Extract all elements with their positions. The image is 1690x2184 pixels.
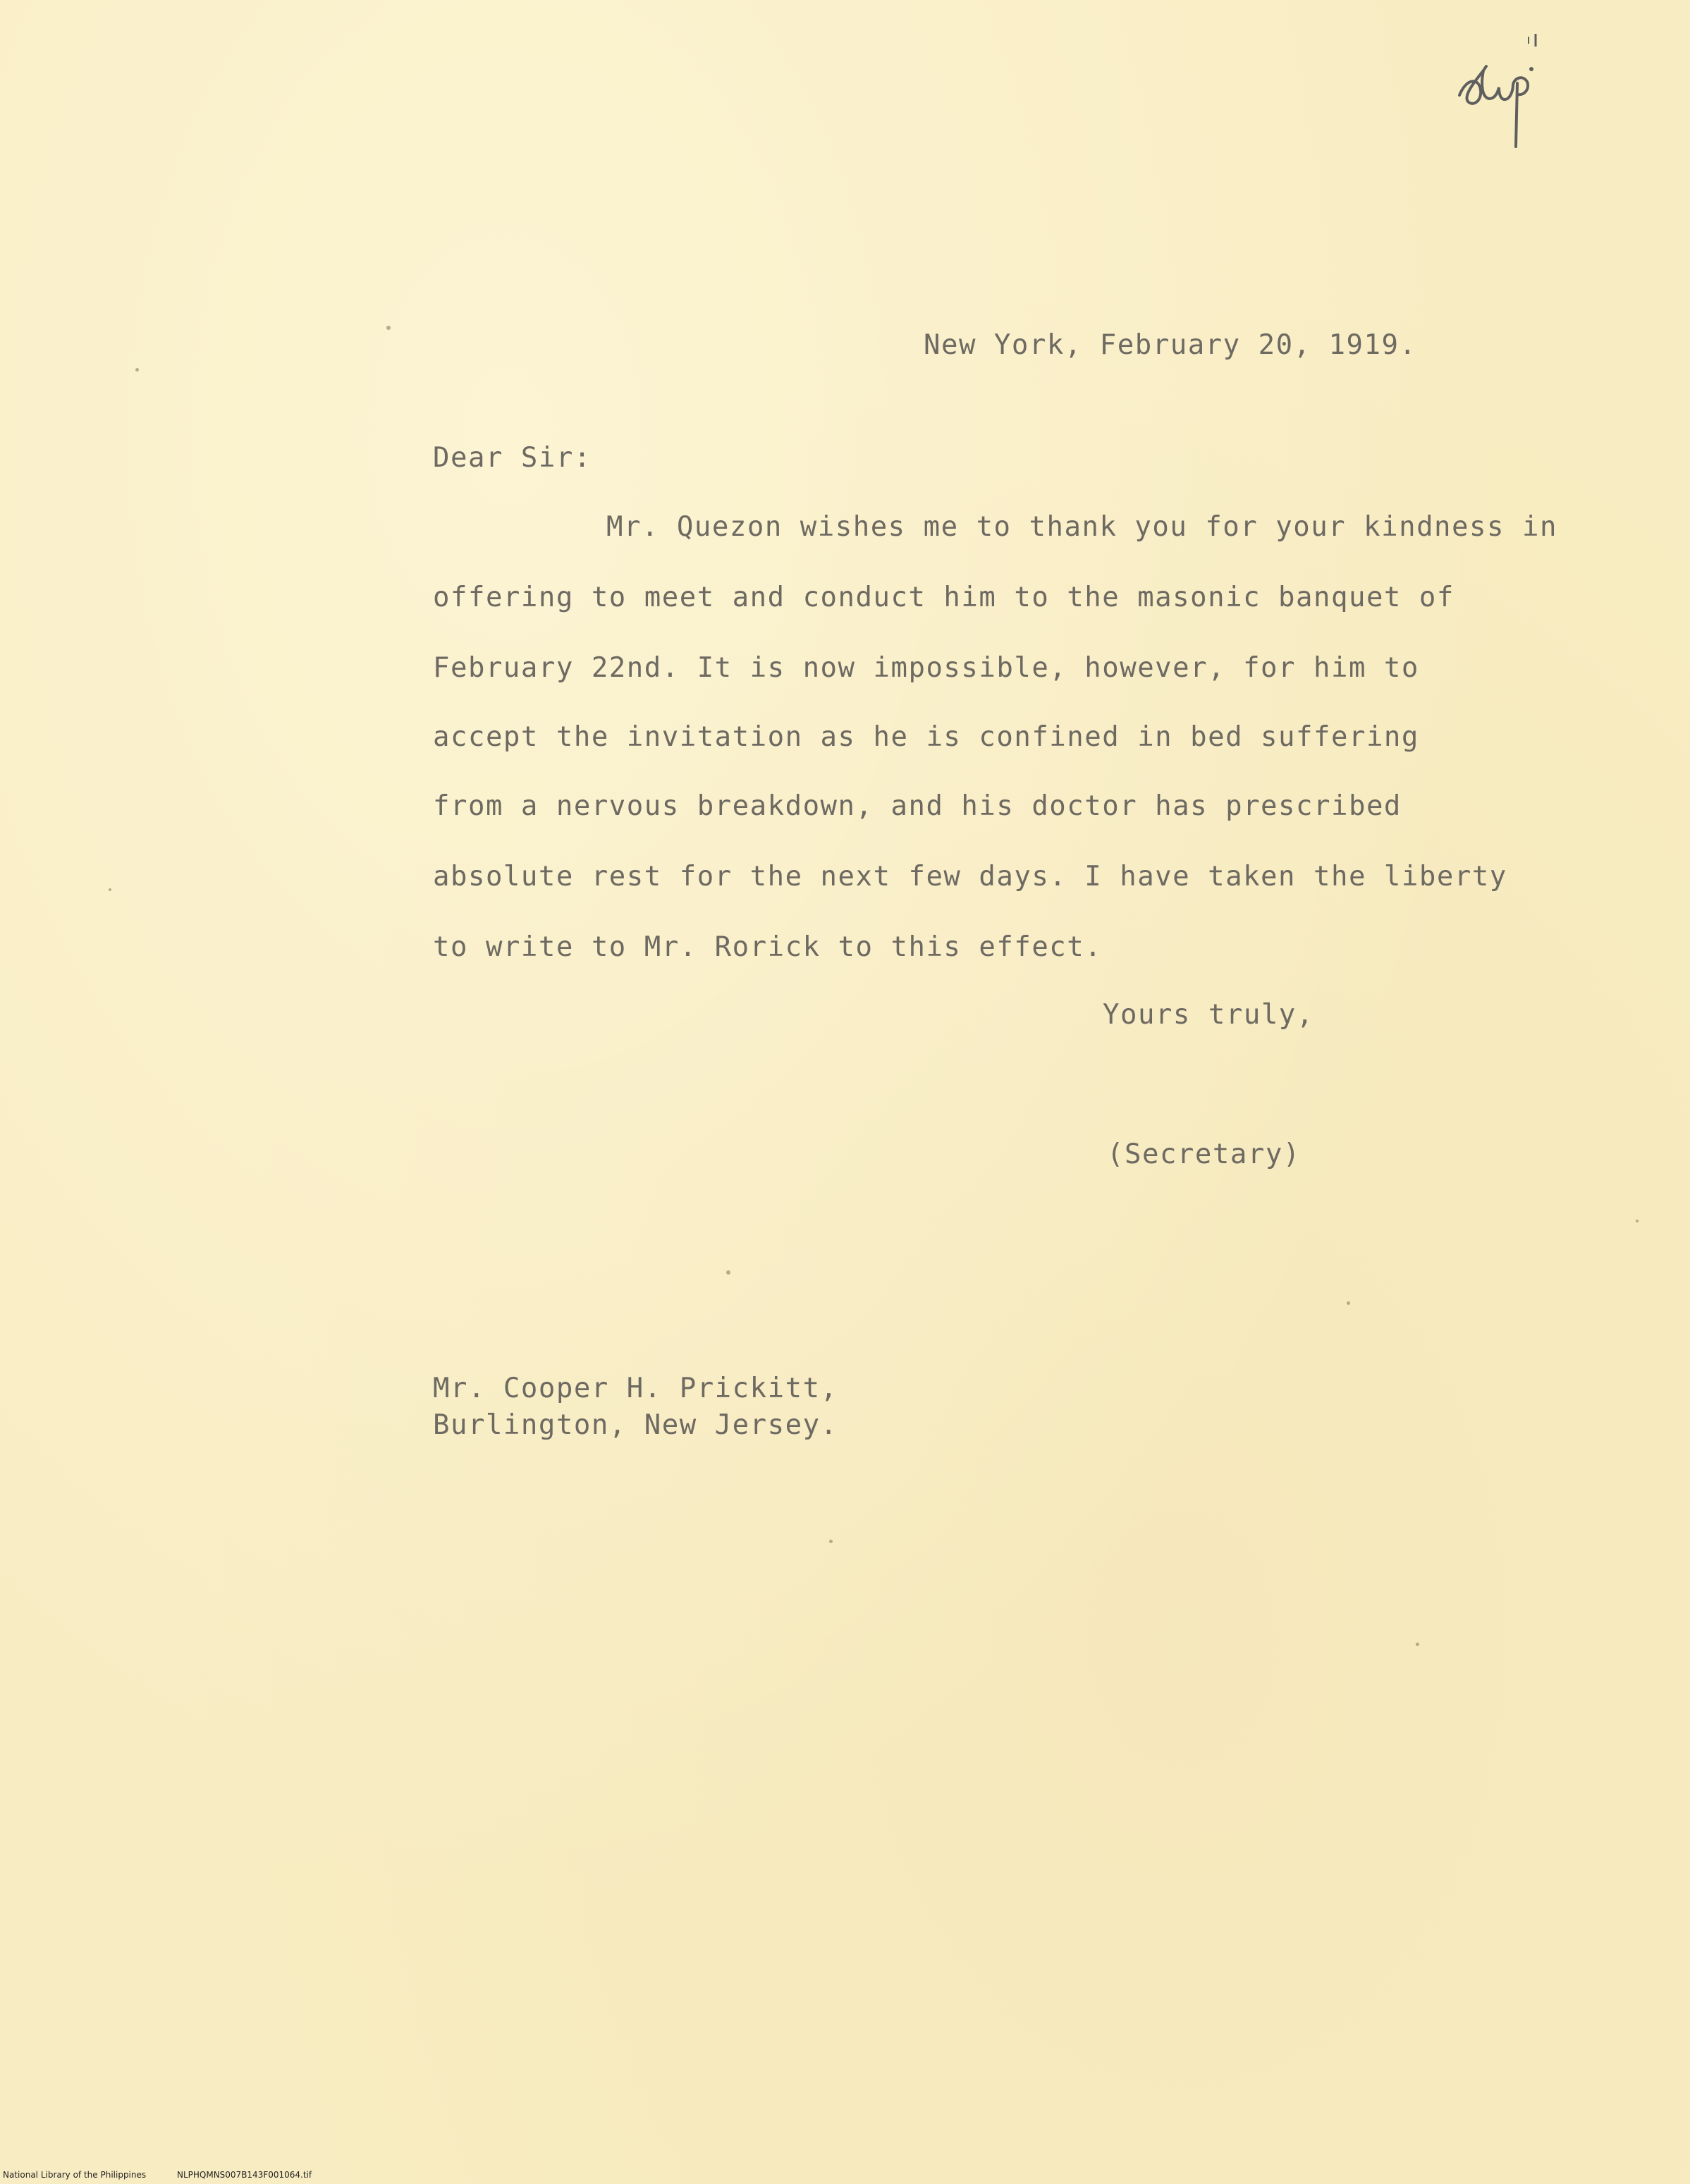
body-line: to write to Mr. Rorick to this effect.: [433, 931, 1103, 963]
paper-speck: [386, 326, 391, 330]
handwritten-annotation: [1452, 28, 1593, 155]
recipient-address: Burlington, New Jersey.: [433, 1409, 838, 1441]
footer-institution: National Library of the Philippines: [3, 2170, 147, 2180]
paper-speck: [135, 368, 139, 372]
signature-line: (Secretary): [1107, 1139, 1301, 1170]
body-line: from a nervous breakdown, and his doctor has prescribed: [433, 790, 1402, 822]
paper-speck: [1636, 1220, 1639, 1222]
paper-speck: [726, 1270, 730, 1275]
paper-speck: [829, 1540, 833, 1543]
dateline: New York, February 20, 1919.: [924, 329, 1417, 361]
body-line: offering to meet and conduct him to the masonic banquet of: [433, 582, 1455, 613]
scan-footer: [3, 2170, 340, 2180]
recipient-name: Mr. Cooper H. Prickitt,: [433, 1373, 838, 1404]
paper-speck: [1347, 1301, 1350, 1305]
paper-speck: [1416, 1643, 1419, 1646]
body-line: February 22nd. It is now impossible, however, for him to: [433, 652, 1419, 684]
body-line: accept the invitation as he is confined in bed suffering: [433, 721, 1419, 753]
paper-speck: [109, 888, 111, 891]
footer-file-id: NLPHQMNS007B143F001064.tif: [176, 2170, 312, 2180]
closing: Yours truly,: [1103, 999, 1314, 1031]
salutation: Dear Sir:: [433, 442, 592, 474]
body-line: absolute rest for the next few days. I have taken the liberty: [433, 861, 1507, 892]
body-line: Mr. Quezon wishes me to thank you for your kindness in: [606, 511, 1557, 543]
